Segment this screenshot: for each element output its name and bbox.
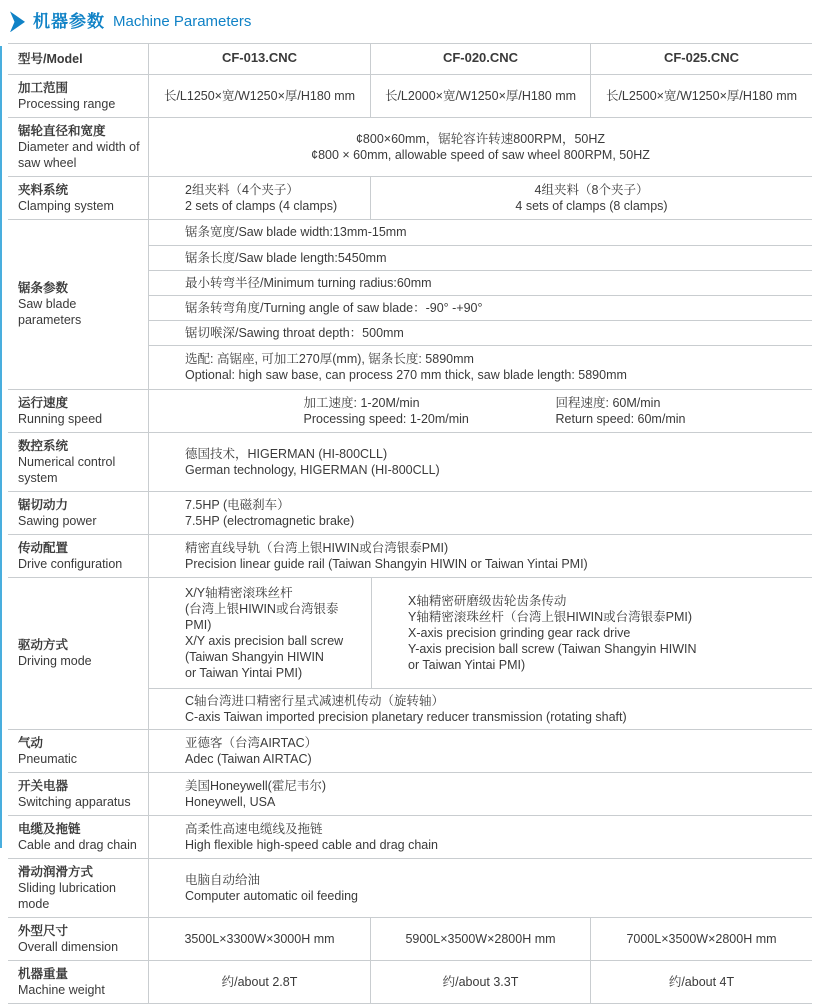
section-arrow-icon — [10, 11, 25, 32]
section-header — [0, 0, 827, 41]
table-row-clamping — [8, 176, 812, 219]
row-label-ncs: 数控系统 Numerical control system — [18, 438, 116, 485]
table-row-saw-wheel — [8, 117, 812, 176]
saw-wheel-value: ¢800×60mm，锯轮容许转速800RPM，50HZ ¢800 × 60mm, allowable speed of saw wheel 800RPM, 50HZ — [148, 118, 812, 176]
saw-blade-throat-depth: 锯切喉深/Sawing throat depth：500mm — [149, 320, 812, 345]
row-label-dimension: 外型尺寸 Overall dimension — [18, 923, 119, 954]
dimension-cf025: 7000L×3500W×2800H mm — [590, 918, 812, 960]
row-label-running-speed: 运行速度 Running speed — [18, 395, 103, 426]
processing-speed: 加工速度: 1-20M/min Processing speed: 1-20m/min — [303, 395, 469, 426]
dimension-cf013: 3500L×3300W×3000H mm — [148, 918, 370, 960]
drive-config-value: 精密直线导轨（台湾上银HIWIN或台湾银泰PMI) Precision linear guide rail (Taiwan Shangyin HIWIN or Taiwan Yintai PMI) — [148, 535, 812, 577]
weight-cf020: 约/about 3.3T — [370, 961, 590, 1003]
row-label-switching: 开关电器 Switching apparatus — [18, 778, 131, 809]
weight-cf025: 约/about 4T — [590, 961, 812, 1003]
driving-mode-cf020-cf025: X轴精密研磨级齿轮齿条传动 Y轴精密滚珠丝杆（台湾上银HIWIN或台湾银泰PMI) X-axis precision grinding gear rack drive Y-axis precision ball screw (Taiwan Shangyin HIWIN or Taiwan Yintai PMI) — [371, 578, 812, 688]
saw-blade-min-radius: 最小转弯半径/Minimum turning radius:60mm — [149, 270, 812, 295]
driving-mode-cf013: X/Y轴精密滚珠丝杆 (台湾上银HIWIN或台湾银泰PMI) X/Y axis precision ball screw (Taiwan Shangyin HIWIN or Taiwan Yintai PMI) — [185, 585, 344, 680]
row-label-processing-range: 加工范围 Processing range — [18, 80, 116, 111]
table-row-dimension — [8, 917, 812, 960]
driving-mode-axes — [149, 578, 812, 688]
switching-value: 美国Honeywell(霍尼韦尔) Honeywell, USA — [148, 773, 812, 815]
table-row-saw-blade — [8, 219, 812, 389]
pneumatic-value: 亚德客（台湾AIRTAC） Adec (Taiwan AIRTAC) — [148, 730, 812, 772]
driving-mode-c-axis: C轴台湾进口精密行星式减速机传动（旋转轴） C-axis Taiwan imported precision planetary reducer transmission (rotating shaft) — [149, 688, 812, 729]
weight-cf013: 约/about 2.8T — [148, 961, 370, 1003]
row-label-saw-blade: 锯条参数 Saw blade parameters — [18, 281, 82, 328]
clamping-cf020-cf025: 4组夹料（8个夹子） 4 sets of clamps (8 clamps) — [370, 177, 812, 219]
processing-range-cf020: 长/L2000×宽/W1250×厚/H180 mm — [370, 75, 590, 117]
saw-blade-length: 锯条长度/Saw blade length:5450mm — [149, 245, 812, 270]
table-row-running-speed — [8, 389, 812, 432]
sliding-value: 电脑自动给油 Computer automatic oil feeding — [148, 859, 812, 917]
table-row-switching — [8, 772, 812, 815]
table-row-sliding — [8, 858, 812, 917]
row-label-saw-wheel: 锯轮直径和宽度 Diameter and width of saw wheel — [18, 123, 140, 170]
row-label-driving-mode: 驱动方式 Driving mode — [18, 638, 92, 669]
table-row-pneumatic — [8, 729, 812, 772]
row-label-drive-config: 传动配置 Drive configuration — [18, 540, 123, 571]
left-accent-line — [0, 46, 2, 848]
table-row-cable — [8, 815, 812, 858]
driving-mode-values — [148, 578, 812, 729]
saw-blade-optional: 选配: 高锯座, 可加工270厚(mm), 锯条长度: 5890mm Optional: high saw base, can process 270 mm thick, saw blade length: 5890mm — [149, 345, 812, 389]
saw-blade-width: 锯条宽度/Saw blade width:13mm-15mm — [185, 225, 407, 240]
processing-range-cf013: 长/L1250×宽/W1250×厚/H180 mm — [148, 75, 370, 117]
return-speed: 回程速度: 60M/min Return speed: 60m/min — [555, 395, 686, 426]
table-row-sawing-power — [8, 491, 812, 534]
row-label-weight: 机器重量 Machine weight — [18, 966, 105, 997]
model-cf020: CF-020.CNC — [370, 44, 590, 74]
model-cf013: CF-013.CNC — [148, 44, 370, 74]
model-cf025: CF-025.CNC — [590, 44, 812, 74]
page-title-zh: 机器参数 — [33, 12, 105, 31]
table-row-model — [8, 43, 812, 74]
running-speed-value — [148, 390, 812, 432]
row-label-model: 型号/Model — [18, 51, 83, 66]
table-row-driving-mode — [8, 577, 812, 729]
table-row-ncs — [8, 432, 812, 491]
parameters-table — [8, 43, 812, 1004]
saw-blade-turning-angle: 锯条转弯角度/Turning angle of saw blade：-90° -+90° — [149, 295, 812, 320]
row-label-clamping: 夹料系统 Clamping system — [18, 182, 114, 213]
page-title-en: Machine Parameters — [113, 13, 252, 31]
table-row-weight — [8, 960, 812, 1003]
processing-range-cf025: 长/L2500×宽/W1250×厚/H180 mm — [590, 75, 812, 117]
row-label-sliding: 滑动润滑方式 Sliding lubrication mode — [18, 864, 116, 911]
row-label-cable: 电缆及拖链 Cable and drag chain — [18, 821, 137, 852]
saw-blade-values — [148, 220, 812, 389]
row-label-sawing-power: 锯切动力 Sawing power — [18, 497, 97, 528]
table-row-processing-range — [8, 74, 812, 117]
cable-value: 高柔性高速电缆线及拖链 High flexible high-speed cable and drag chain — [148, 816, 812, 858]
sawing-power-value: 7.5HP (电磁刹车） 7.5HP (electromagnetic brake) — [148, 492, 812, 534]
table-row-drive-config — [8, 534, 812, 577]
ncs-value: 德国技术，HIGERMAN (HI-800CLL) German technology, HIGERMAN (HI-800CLL) — [148, 433, 812, 491]
dimension-cf020: 5900L×3500W×2800H mm — [370, 918, 590, 960]
clamping-cf013: 2组夹料（4个夹子） 2 sets of clamps (4 clamps) — [148, 177, 370, 219]
row-label-pneumatic: 气动 Pneumatic — [18, 735, 78, 766]
